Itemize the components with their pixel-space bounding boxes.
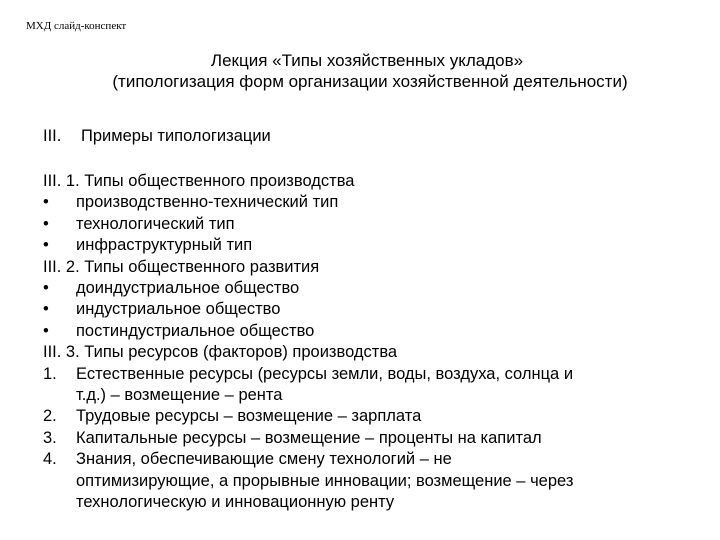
list-item xyxy=(43,278,683,299)
list-item-text: производственно-технический тип xyxy=(76,193,339,212)
bullet-marker: • xyxy=(43,321,49,340)
number-marker: 4. xyxy=(43,450,57,469)
list-item xyxy=(43,428,683,449)
list-item-text: инфраструктурный тип xyxy=(76,236,253,255)
list-item-text xyxy=(76,364,683,407)
list-item-line: технологическую и инновационную ренту xyxy=(76,493,395,512)
list-item-text: постиндустриальное общество xyxy=(76,321,315,340)
list-item xyxy=(43,406,683,427)
bullet-marker: • xyxy=(43,236,49,255)
list-item-line: оптимизирующие, а прорывные инновации; возмещение – через xyxy=(76,471,574,490)
list-item-line: Капитальные ресурсы – возмещение – проценты на капитал xyxy=(76,428,542,447)
number-marker: 1. xyxy=(43,364,57,383)
list-item-text xyxy=(76,428,683,449)
list-item xyxy=(43,364,683,407)
section-heading xyxy=(43,126,271,147)
list-item xyxy=(43,235,683,256)
list-item-text xyxy=(76,406,683,427)
title-line-1: Лекция «Типы хозяйственных укладов» xyxy=(210,51,524,70)
title-line-2: (типологизация форм организации хозяйственной деятельности) xyxy=(112,72,628,91)
content-list xyxy=(43,171,683,514)
list-item-text: доиндустриальное общество xyxy=(76,279,300,298)
list-item-line: Естественные ресурсы (ресурсы земли, воды, воздуха, солнца и xyxy=(76,364,574,383)
list-item-text xyxy=(76,449,683,513)
subsection-heading: III. 1. Типы общественного производства xyxy=(43,172,355,190)
list-item-line: Трудовые ресурсы – возмещение – зарплата xyxy=(76,407,422,426)
bullet-marker: • xyxy=(43,300,49,319)
list-item-line: т.д.) – возмещение – рента xyxy=(76,386,283,405)
list-item xyxy=(43,299,683,320)
subsection-heading: III. 3. Типы ресурсов (факторов) производства xyxy=(43,343,398,362)
bullet-marker: • xyxy=(43,193,49,212)
list-item-text: технологический тип xyxy=(76,214,235,233)
section-label: Примеры типологизации xyxy=(81,127,271,145)
list-item xyxy=(43,214,683,235)
list-item xyxy=(43,321,683,342)
lecture-title xyxy=(0,50,720,92)
list-item xyxy=(43,192,683,213)
list-item-line: Знания, обеспечивающие смену технологий – не xyxy=(76,450,452,469)
number-marker: 3. xyxy=(43,428,57,447)
list-item xyxy=(43,449,683,513)
list-item-text: индустриальное общество xyxy=(76,300,281,319)
bullet-marker: • xyxy=(43,214,49,233)
bullet-marker: • xyxy=(43,279,49,298)
subsection-heading: III. 2. Типы общественного развития xyxy=(43,257,320,276)
number-marker: 2. xyxy=(43,407,57,426)
header-note: МХД слайд-конспект xyxy=(26,20,127,32)
section-number: III. xyxy=(43,127,62,145)
